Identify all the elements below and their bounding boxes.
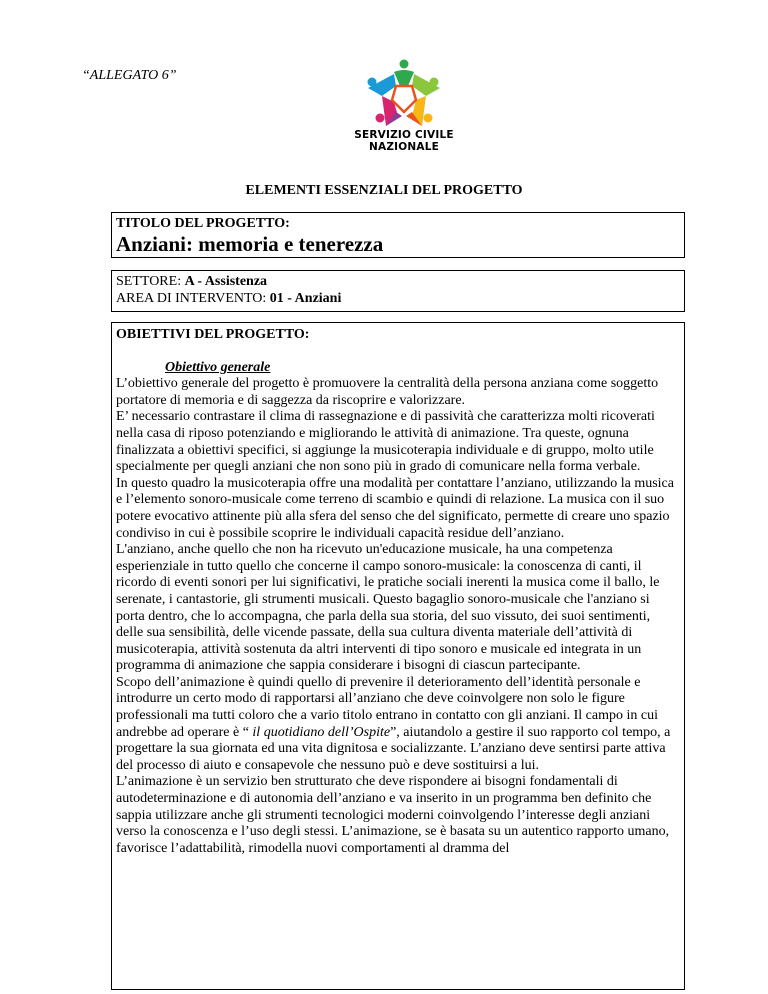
settore-line bbox=[116, 273, 680, 290]
obiettivi-label: OBIETTIVI DEL PROGETTO: bbox=[116, 327, 310, 342]
obiettivo-generale-heading: Obiettivo generale bbox=[165, 359, 271, 375]
area-value: 01 - Anziani bbox=[269, 291, 342, 306]
obiettivi-box bbox=[111, 322, 685, 990]
settore-label: SETTORE: bbox=[116, 274, 185, 289]
logo-text-line1: SERVIZIO CIVILE bbox=[354, 129, 454, 141]
paragraph-5-before: Scopo dell’animazione è quindi quello di prevenire il deterioramento dell’identità personale e introdurre un certo modo di rapportarsi all’anziano che deve coinvolgere non solo le figure professionali ma tutti coloro che a vario titolo entrano in contatto con gli anziani. Il campo in cui andrebbe ad operare è “ bbox=[116, 674, 658, 740]
area-line bbox=[116, 290, 680, 307]
paragraph-5-after: ”, aiutandolo a gestire il suo rapporto col tempo, a progettare la sua giornata ed una vita dignitosa e socializzante. L’anziano deve sentirsi parte attiva del processo di aiuto e consapevole che nessuno può e deve sostituirsi a lui. bbox=[116, 724, 671, 773]
paragraph-2: E’ necessario contrastare il clima di rassegnazione e di passività che caratterizza molti ricoverati nella casa di riposo potenziando e migliorando le attività di animazione. Tra queste, ognuna finalizzata a obiettivi specifici, si aggiunge la musicoterapia individuale e di gruppo, molto utile specialmente per quegli anziani che non sono più in grado di comunicare nella forma verbale. bbox=[116, 409, 655, 475]
page-heading: ELEMENTI ESSENZIALI DEL PROGETTO bbox=[245, 183, 523, 198]
paragraph-3: In questo quadro la musicoterapia offre una modalità per contattare l’anziano, utilizzando la musica e l’elemento sonoro-musicale come terreno di scambio e quindi di relazione. La musica con il suo potere evocativo attinente più alla sfera del senso che del significato, permette di creare uno spazio condiviso in cui è possibile scoprire le individuali capacità residue dell’anziano. bbox=[116, 475, 674, 541]
logo-text bbox=[348, 129, 460, 153]
area-label: AREA DI INTERVENTO: bbox=[116, 291, 270, 306]
star-people-icon bbox=[368, 60, 441, 127]
settore-box bbox=[111, 270, 685, 312]
paragraph-1: L’obiettivo generale del progetto è promuovere la centralità della persona anziana come soggetto portatore di memoria e di saggezza da riscoprire e valorizzare. bbox=[116, 376, 659, 408]
titolo-value: Anziani: memoria e tenerezza bbox=[116, 232, 384, 256]
titolo-box bbox=[111, 212, 685, 258]
logo-text-line2: NAZIONALE bbox=[369, 141, 439, 153]
titolo-label: TITOLO DEL PROGETTO: bbox=[116, 216, 290, 231]
allegato-label: “ALLEGATO 6” bbox=[82, 68, 177, 83]
paragraph-5 bbox=[116, 675, 680, 775]
paragraph-5-italic: il quotidiano dell’Ospite bbox=[252, 724, 391, 740]
paragraph-6: L’animazione è un servizio ben strutturato che deve rispondere ai bisogni fondamentali di autodeterminazione e di autonomia dell’anziano e va inserito in un programma ben definito che sappia utilizzare anche gli strumenti tecnologici moderni coinvolgendo l’interesse degli anziani verso la conoscenza e l’uso degli stessi. L’animazione, se è basata su un autentico rapporto umano, favorisce l’adattabilità, rimodella nuovi comportamenti al dramma del bbox=[116, 774, 670, 856]
paragraph-4: L'anziano, anche quello che non ha ricevuto un'educazione musicale, ha una competenza esperienziale in tutto quello che concerne il campo sonoro-musicale: la conoscenza di canti, il ricordo di eventi sonori per lui significativi, le pratiche sociali inerenti la musica come il ballo, le serenate, i cantastorie, gli strumenti musicali. Questo bagaglio sonoro-musicale che l'anziano si porta dentro, che lo accompagna, che parla della sua storia, del suo vissuto, dei suoi sentimenti, delle sua sensibilità, delle vicende passate, della sua cultura diventa materiale dell’attività di musicoterapia, attività sostenuta da altri interventi di tipo sonoro e musicale ed integrata in un programma di animazione che sappia considerare i bisogni di ciascun partecipante. bbox=[116, 542, 660, 674]
settore-value: A - Assistenza bbox=[184, 274, 268, 289]
